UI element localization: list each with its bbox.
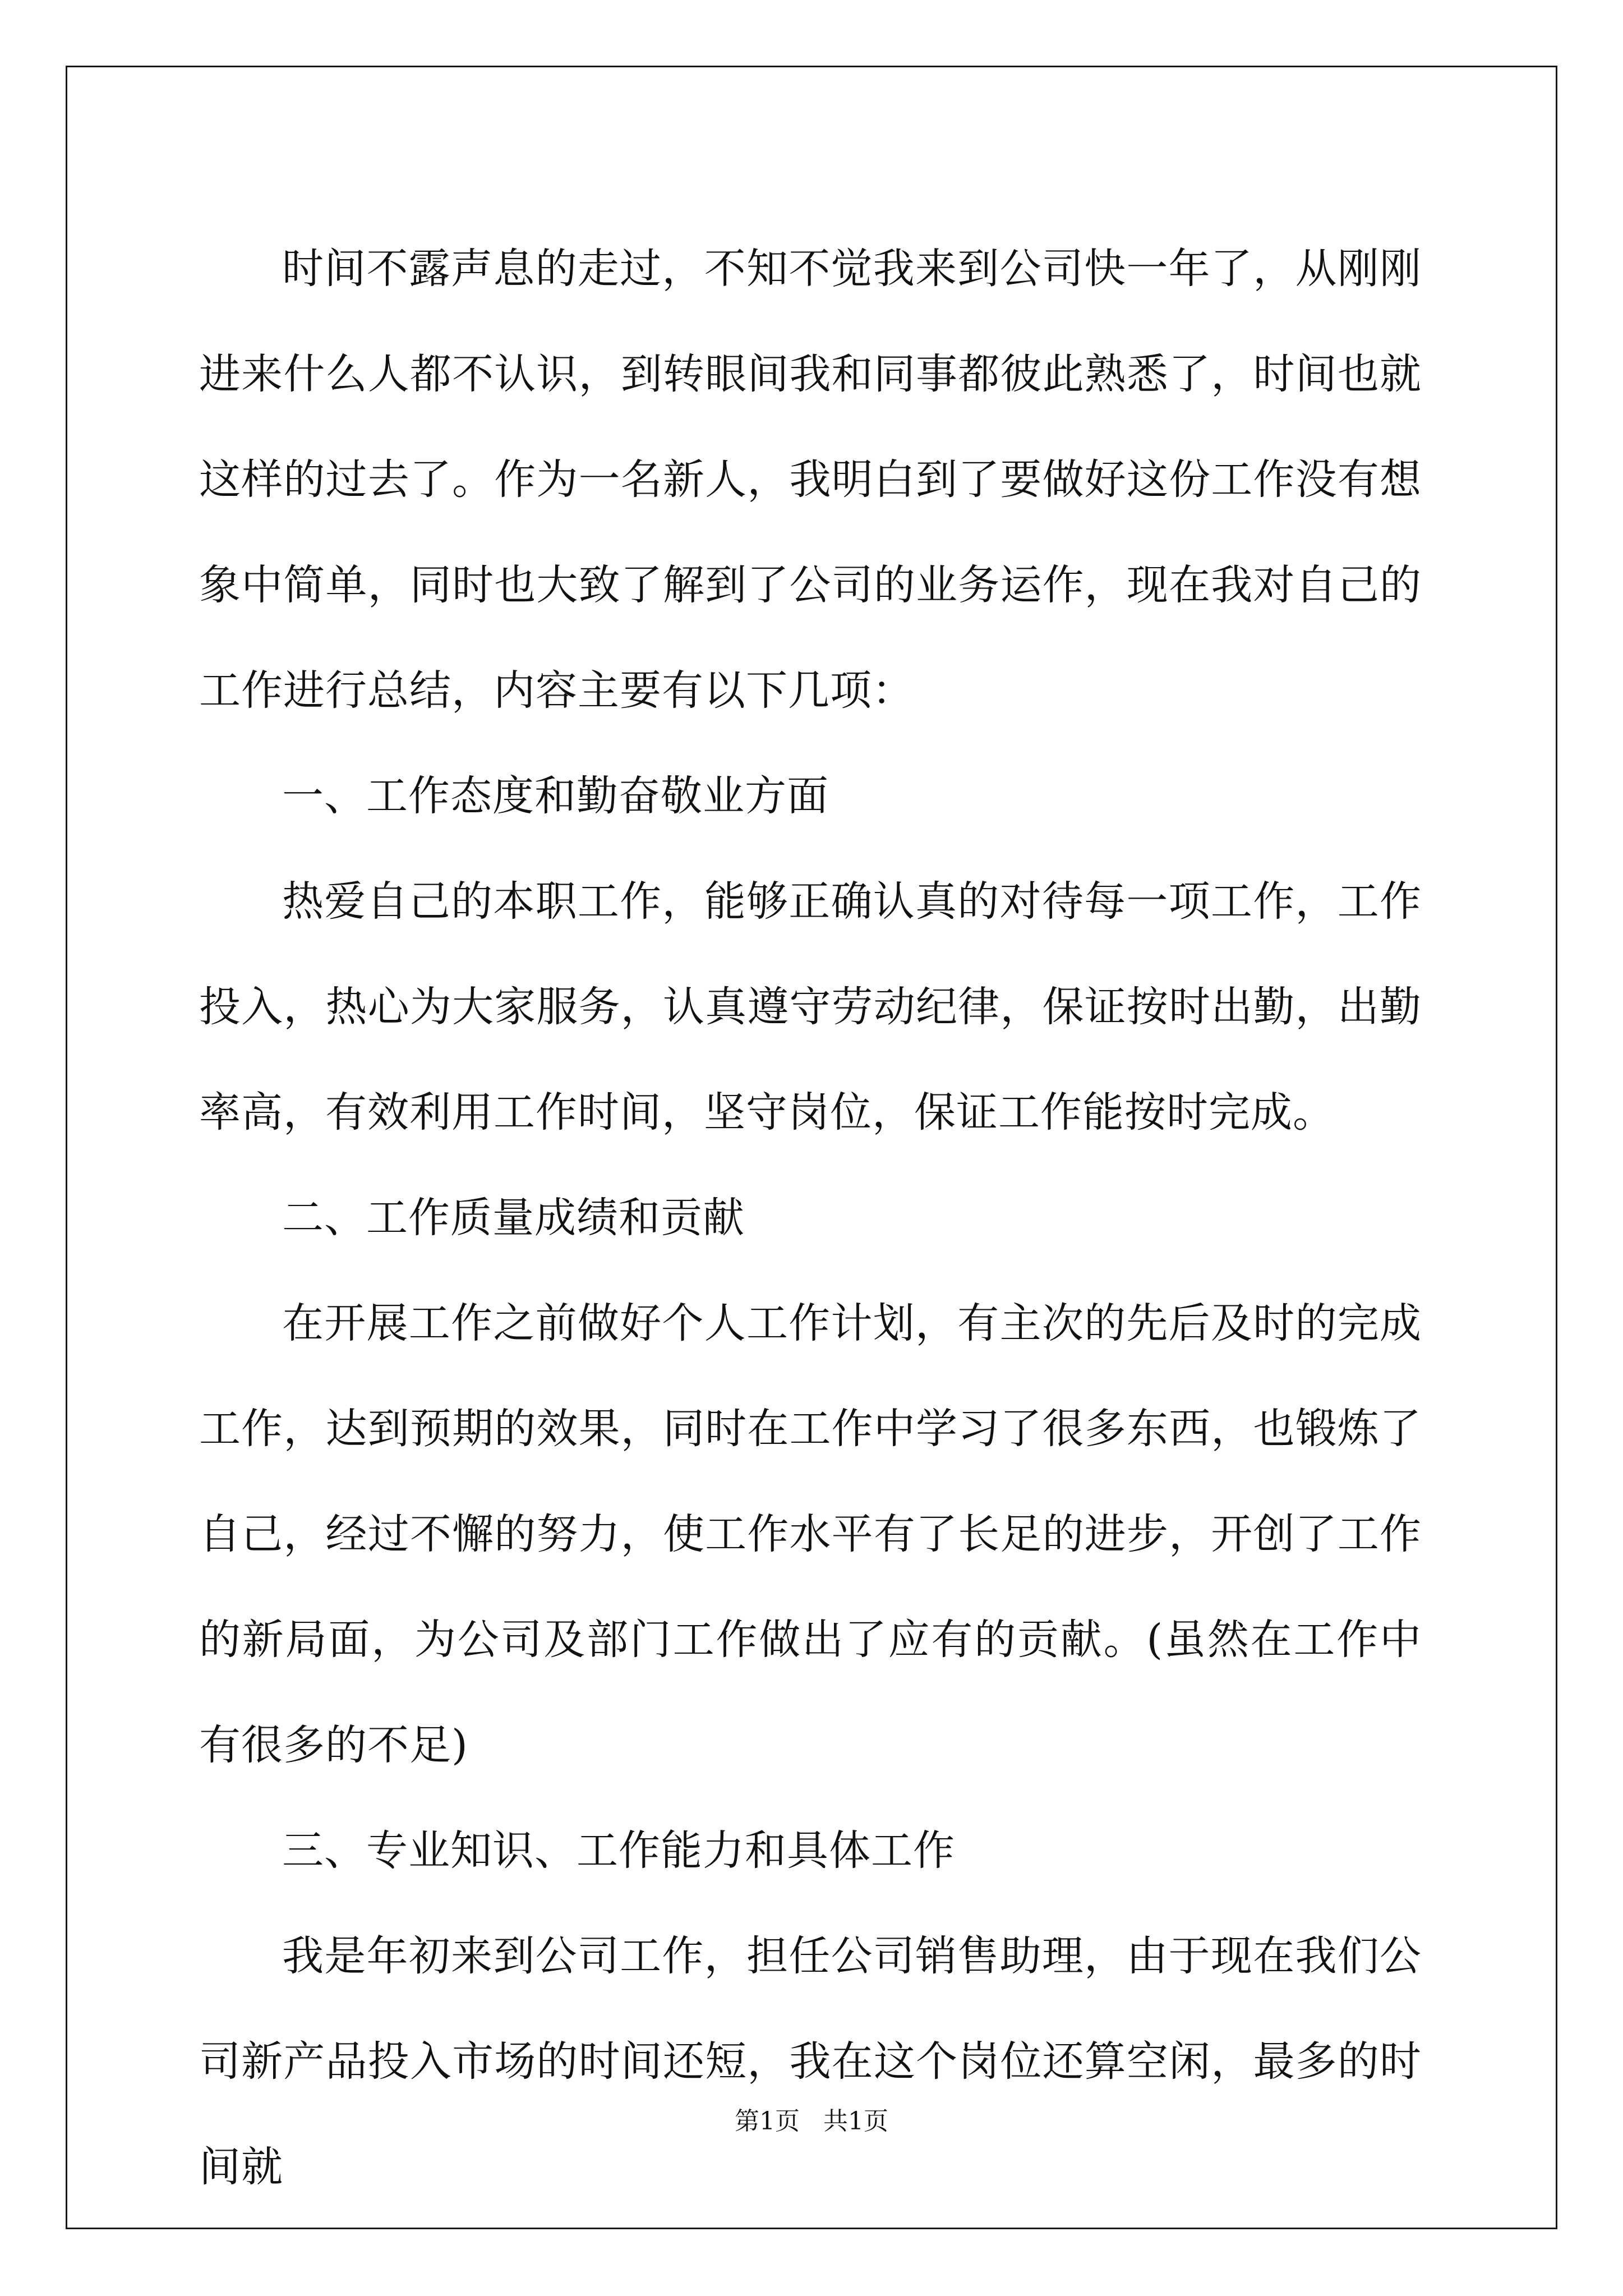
section-heading-2: 二、工作质量成绩和贡献 <box>282 1194 745 1242</box>
document-body <box>199 216 1422 2220</box>
page-number-footer: 第1页 共1页 <box>735 2107 888 2136</box>
paragraph-section-3: 我是年初来到公司工作，担任公司销售助理，由于现在我们公司新产品投入市场的时间还短，我在这个岗位还算空闲，最多的时间就 <box>199 1932 1422 2191</box>
paragraph-intro: 时间不露声息的走过，不知不觉我来到公司快一年了，从刚刚进来什么人都不认识，到转眼间我和同事都彼此熟悉了，时间也就这样的过去了。作为一名新人，我明白到了要做好这份工作没有想象中简单，同时也大致了解到了公司的业务运作，现在我对自己的工作进行总结，内容主要有以下几项： <box>199 245 1422 715</box>
paragraph-section-2: 在开展工作之前做好个人工作计划，有主次的先后及时的完成工作，达到预期的效果，同时在工作中学习了很多东西，也锻炼了自己，经过不懈的努力，使工作水平有了长足的进步，开创了工作的新局面，为公司及部门工作做出了应有的贡献。(虽然在工作中有很多的不足) <box>199 1299 1422 1769</box>
paragraph-section-1: 热爱自己的本职工作，能够正确认真的对待每一项工作，工作投入，热心为大家服务，认真遵守劳动纪律，保证按时出勤，出勤率高，有效利用工作时间，坚守岗位，保证工作能按时完成。 <box>199 877 1422 1137</box>
section-heading-3: 三、专业知识、工作能力和具体工作 <box>282 1826 955 1875</box>
section-heading-1: 一、工作态度和勤奋敬业方面 <box>282 772 829 820</box>
